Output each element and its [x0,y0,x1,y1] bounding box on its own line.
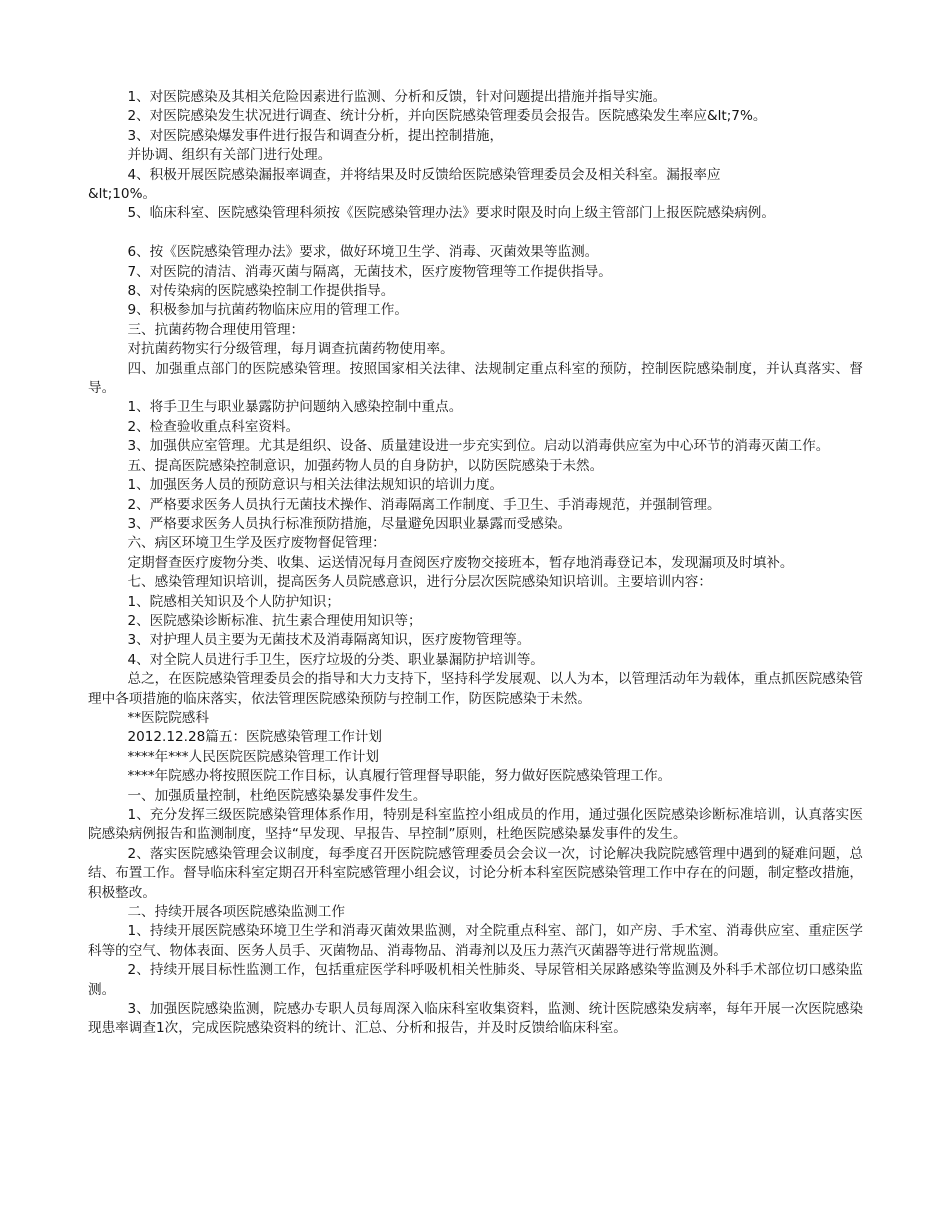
paragraph: 2、检查验收重点科室资料。 [127,418,300,435]
paragraph: 对抗菌药物实行分级管理，每月调查抗菌药物使用率。 [127,341,454,358]
paragraph: 2、对医院感染发生状况进行调查、统计分析，并向医院感染管理委员会报告。医院感染发生率应&lt;7%。 [127,108,767,125]
section-heading: 五、提高医院感染控制意识，加强药物人员的自身防护，以防医院感染于未然。 [127,457,604,474]
section-heading: 四、加强重点部门的医院感染管理。按照国家相关法律、法规制定重点科室的预防，控制医院感染制度，并认真落实、督导。 [88,360,863,397]
paragraph: 3、加强供应室管理。尤其是组织、设备、质量建设进一步充实到位。启动以消毒供应室为中心环节的消毒灭菌工作。 [127,438,830,455]
paragraph: 1、院感相关知识及个人防护知识； [127,593,340,610]
paragraph: 并协调、组织有关部门进行处理。 [127,147,332,164]
section-heading: 六、病区环境卫生学及医疗废物督促管理： [127,535,386,552]
paragraph: 3、对医院感染爆发事件进行报告和调查分析，提出控制措施， [127,127,504,144]
section-heading: 二、持续开展各项医院感染监测工作 [127,904,345,921]
paragraph: 3、对护理人员主要为无菌技术及消毒隔离知识，医疗废物管理等。 [127,632,531,649]
paragraph: 2、持续开展目标性监测工作，包括重症医学科呼吸机相关性肺炎、导尿管相关尿路感染等监测及外科手术部位切口感染监测。 [88,962,863,998]
paragraph: 5、临床科室、医院感染管理科须按《医院感染管理办法》要求时限及时向上级主管部门上报医院感染病例。 [127,205,775,222]
paragraph: 1、对医院感染及其相关危险因素进行监测、分析和反馈，针对问题提出措施并指导实施。 [127,89,667,105]
paragraph: 2、医院感染诊断标准、抗生素合理使用知识等； [127,612,422,629]
section-heading: 一、加强质量控制，杜绝医院感染暴发事件发生。 [127,787,427,804]
paragraph: 6、按《医院感染管理办法》要求，做好环境卫生学、消毒、灭菌效果等监测。 [127,244,599,261]
paragraph: 总之，在医院感染管理委员会的指导和大力支持下，坚持科学发展观、以人为本，以管理活动年为载体，重点抓医院感染管理中各项措施的临床落实，依法管理医院感染预防与控制工作，防医院感染于未然。 [88,671,863,707]
paragraph: &lt;10%。 [88,186,157,203]
paragraph: 2、落实医院感染管理会议制度，每季度召开医院院感管理委员会会议一次，讨论解决我院院感管理中遇到的疑难问题，总结、布置工作。督导临床科室定期召开科室院感管理小组会议，讨论分析本科室医院感染管理工作中存在的问题，制定整改措施，积极整改。 [88,845,863,901]
paragraph: 9、积极参加与抗菌药物临床应用的管理工作。 [127,302,408,319]
paragraph: 2、严格要求医务人员执行无菌技术操作、消毒隔离工作制度、手卫生、手消毒规范，并强制管理。 [127,496,721,513]
signature-line: **医院院感科 [127,709,209,726]
paragraph: 1、加强医务人员的预防意识与相关法律法规知识的培训力度。 [127,477,504,494]
paragraph: 8、对传染病的医院感染控制工作提供指导。 [127,283,395,300]
paragraph: 3、严格要求医务人员执行标准预防措施，尽量避免因职业暴露而受感染。 [127,515,572,532]
date-title-line: 2012.12.28篇五：医院感染管理工作计划 [127,729,382,746]
section-heading: 三、抗菌药物合理使用管理： [127,321,305,338]
paragraph: 4、积极开展医院感染漏报率调查，并将结果及时反馈给医院感染管理委员会及相关科室。漏报率应 [127,166,721,183]
paragraph: 3、加强医院感染监测，院感办专职人员每周深入临床科室收集资料，监测、统计医院感染发病率，每年开展一次医院感染现患率调查1次，完成医院感染资料的统计、汇总、分析和报告，并及时反馈给临床科室。 [88,1001,863,1037]
paragraph: 定期督查医疗废物分类、收集、运送情况每月查阅医疗废物交接班本，暂存地消毒登记本，发现漏项及时填补。 [127,554,794,571]
document-title: ****年***人民医院医院感染管理工作计划 [127,748,379,765]
paragraph: 1、持续开展医院感染环境卫生学和消毒灭菌效果监测，对全院重点科室、部门，如产房、手术室、消毒供应室、重症医学科等的空气、物体表面、医务人员手、灭菌物品、消毒物品、消毒剂以及压力蒸汽灭菌器等进行常规监测。 [88,923,863,959]
section-heading: 七、感染管理知识培训，提高医务人员院感意识，进行分层次医院感染知识培训。主要培训内容： [127,574,712,591]
paragraph: ****年院感办将按照医院工作目标，认真履行管理督导职能，努力做好医院感染管理工作。 [127,768,672,785]
document-page [88,88,863,1039]
paragraph: 4、对全院人员进行手卫生，医疗垃圾的分类、职业暴漏防护培训等。 [127,651,544,668]
paragraph: 1、充分发挥三级医院感染管理体系作用，特别是科室监控小组成员的作用，通过强化医院感染诊断标准培训，认真落实医院感染病例报告和监测制度，坚持“早发现、早报告、早控制”原则，杜绝医院感染暴发事件的发生。 [88,807,863,843]
paragraph: 7、对医院的清洁、消毒灭菌与隔离，无菌技术，医疗废物管理等工作提供指导。 [127,263,612,280]
blank-line [88,224,863,243]
paragraph: 1、将手卫生与职业暴露防护问题纳入感染控制中重点。 [127,399,463,416]
